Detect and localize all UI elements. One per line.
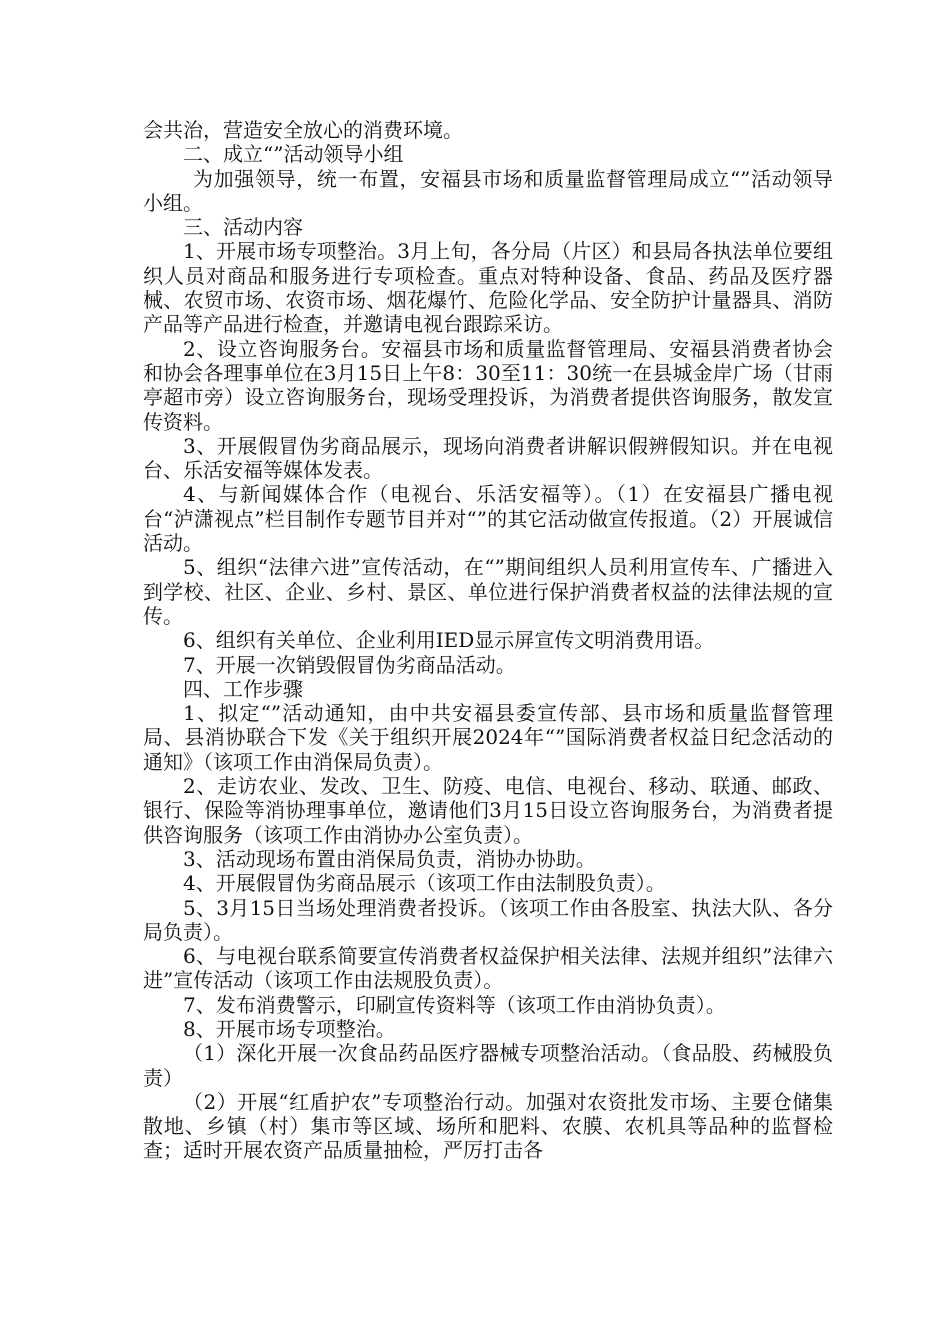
section-heading: 二、成立“”活动领导小组 [183, 142, 404, 167]
document-body [143, 118, 833, 1163]
paragraph: 1、开展市场专项整治。3月上旬，各分局（片区）和县局各执法单位要组织人员对商品和服务进行专项检查。重点对特种设备、食品、药品及医疗器械、农贸市场、农资市场、烟花爆竹、危险化学品、安全防护计量器具、消防产品等产品进行检查，并邀请电视台跟踪采访。 [143, 239, 833, 337]
paragraph: （2）开展“红盾护农”专项整治行动。加强对农资批发市场、主要仓储集散地、乡镇（村）集市等区域、场所和肥料、农膜、农机具等品种的监督检查；适时开展农资产品质量抽检，严厉打击各 [143, 1089, 833, 1163]
paragraph: 3、活动现场布置由消保局负责，消协办协助。 [183, 846, 596, 871]
paragraph: 4、开展假冒伪劣商品展示（该项工作由法制股负责）。 [183, 871, 666, 896]
paragraph: 5、组织“法律六进”宣传活动，在“”期间组织人员利用宣传车、广播进入到学校、社区、企业、乡村、景区、单位进行保护消费者权益的法律法规的宣传。 [143, 555, 833, 628]
paragraph: 3、开展假冒伪劣商品展示，现场向消费者讲解识假辨假知识。并在电视台、乐活安福等媒体发表。 [143, 433, 833, 483]
section-heading: 四、工作步骤 [183, 676, 303, 701]
paragraph: 8、开展市场专项整治。 [183, 1016, 396, 1041]
paragraph: 会共治，营造安全放心的消费环境。 [143, 118, 463, 142]
paragraph: 4、与新闻媒体合作（电视台、乐活安福等）。（1）在安福县广播电视台“泸潇视点”栏目制作专题节目并对“”的其它活动做宣传报道。（2）开展诚信活动。 [143, 482, 833, 556]
section-heading: 三、活动内容 [183, 215, 303, 240]
paragraph: （1）深化开展一次食品药品医疗器械专项整治活动。（食品股、药械股负责） [143, 1041, 833, 1090]
paragraph: 1、拟定“”活动通知，由中共安福县委宣传部、县市场和质量监督管理局、县消协联合下发《关于组织开展2024年“”国际消费者权益日纪念活动的通知》（该项工作由消保局负责）。 [143, 701, 833, 774]
paragraph: 7、发布消费警示，印刷宣传资料等（该项工作由消协负责）。 [183, 992, 726, 1017]
paragraph: 2、设立咨询服务台。安福县市场和质量监督管理局、安福县消费者协会和协会各理事单位在3月15日上午8：30至11：30统一在县城金岸广场（甘雨亭超市旁）设立咨询服务台，现场受理投诉，为消费者提供咨询服务，散发宣传资料。 [143, 336, 833, 434]
paragraph: 2、走访农业、发改、卫生、防疫、电信、电视台、移动、联通、邮政、银行、保险等消协理事单位，邀请他们3月15日设立咨询服务台，为消费者提供咨询服务（该项工作由消协办公室负责）。 [143, 774, 833, 847]
paragraph: 为加强领导，统一布置，安福县市场和质量监督管理局成立“”活动领导小组。 [143, 166, 833, 215]
paragraph: 7、开展一次销毁假冒伪劣商品活动。 [183, 652, 516, 677]
paragraph: 6、组织有关单位、企业利用IED显示屏宣传文明消费用语。 [183, 628, 715, 653]
paragraph: 6、与电视台联系简要宣传消费者权益保护相关法律、法规并组织”法律六进”宣传活动（该项工作由法规股负责）。 [143, 944, 833, 993]
paragraph: 5、3月15日当场处理消费者投诉。（该项工作由各股室、执法大队、各分局负责）。 [143, 895, 833, 944]
